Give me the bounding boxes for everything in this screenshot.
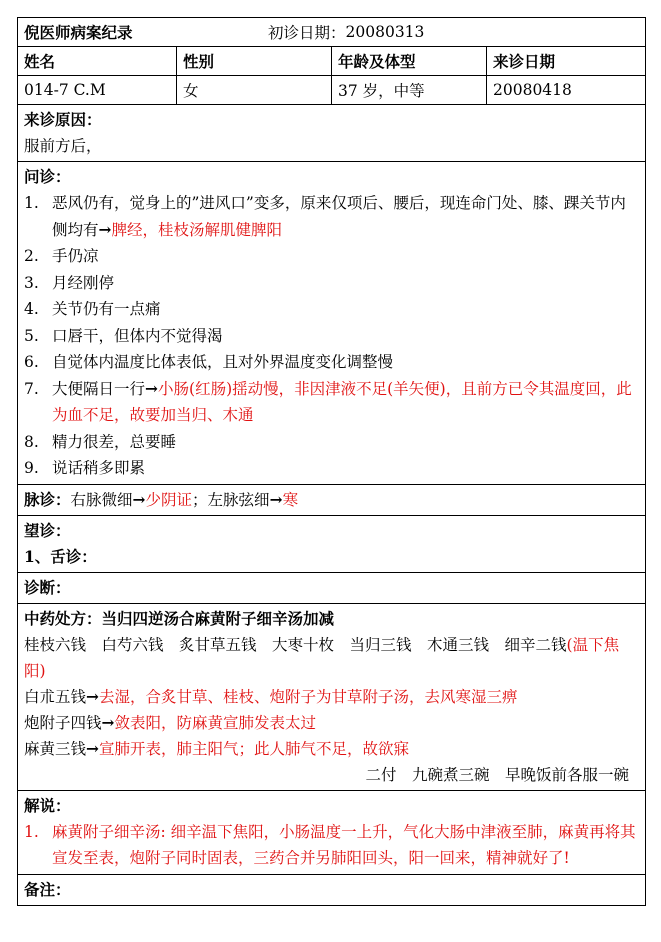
explanation-section <box>18 790 645 874</box>
list-item: 7. 大便隔日一行→小肠(红肠)揺动慢，非因津液不足(羊矢便)，且前方已令其温度回，此为血不足，故要加当归、木通 <box>24 378 632 424</box>
observation-label: 望诊： <box>24 520 71 540</box>
record-header <box>18 18 645 46</box>
herb-note-line: 炮附子四钱→敛表阳，防麻黄宣肺发表太过 <box>24 712 317 732</box>
observation-section <box>18 515 645 572</box>
arrow-right-icon: → <box>101 712 115 732</box>
pulse-section: 脉诊：右脉微细→少阴证；左脉弦细→寒 <box>18 484 645 515</box>
case-record-sheet <box>17 17 646 906</box>
age-label: 年龄及体型 <box>331 47 486 75</box>
name-label: 姓名 <box>24 52 56 71</box>
pulse-label: 脉诊： <box>24 489 71 509</box>
reason-label: 来诊原因： <box>24 110 102 129</box>
list-item: 5. 口唇干，但体内不觉得渴 <box>24 326 223 345</box>
inquiry-label: 问诊： <box>24 167 71 186</box>
tongue-label: 1、舌诊： <box>24 546 97 566</box>
prescription-title: 中药处方：当归四逆汤合麻黄附子细辛汤加减 <box>24 608 335 628</box>
visit-date-value: 20080418 <box>486 76 645 104</box>
first-visit-label: 初诊日期： <box>268 24 346 42</box>
list-item: 1. 麻黄附子细辛汤: 细辛温下焦阳，小肠温度一上升，气化大肠中津液至肺，麻黄再将其宣发至表，炮附子同时固表，三药合并另肺阳回头，阳一回来，精神就好了! <box>24 822 636 867</box>
list-item: 4. 关节仍有一点痛 <box>24 300 161 318</box>
herb-note-line: 麻黄三钱→宣肺开表，肺主阳气；此人肺气不足，故欲寐 <box>24 738 410 758</box>
arrow-right-icon: → <box>269 489 283 509</box>
patient-labels-row <box>18 46 645 75</box>
list-item: 3. 月经刚停 <box>24 273 115 292</box>
arrow-right-icon: → <box>145 378 159 398</box>
inquiry-list <box>24 190 639 482</box>
herb-note-line: 白朮五钱→去湿，合炙甘草、桂枝、炮附子为甘草附子汤，去风寒湿三痹 <box>24 686 518 706</box>
notes-label: 备注： <box>18 874 645 905</box>
inquiry-section <box>18 161 645 484</box>
list-item: 6. 自觉体内温度比体表低，且对外界温度变化调整慢 <box>24 353 394 371</box>
sex-label: 性别 <box>176 47 331 75</box>
list-item: 8. 精力很差，总要睡 <box>24 432 177 451</box>
arrow-right-icon: → <box>86 738 100 758</box>
list-item: 9. 说话稍多即累 <box>24 459 146 477</box>
visit-date-label: 来诊日期 <box>486 47 645 75</box>
explanation-label: 解说： <box>24 795 71 815</box>
explanation-list <box>24 819 639 872</box>
name-value: 014-7 C.M <box>24 81 106 99</box>
age-value: 37 岁，中等 <box>331 76 486 104</box>
dosage-line: 二付 九碗煮三碗 早晚饭前各服一碗 <box>365 765 629 784</box>
list-item: 2. 手仍凉 <box>24 247 99 265</box>
arrow-right-icon: → <box>132 489 146 509</box>
sex-value: 女 <box>176 76 331 104</box>
reason-section <box>18 104 645 161</box>
diagnosis-label: 诊断： <box>18 572 645 603</box>
prescription-section <box>18 603 645 790</box>
record-title: 倪医师病案纪录 <box>24 23 133 42</box>
herbs-line: 桂枝六钱 白芍六钱 炙甘草五钱 大枣十枚 当归三钱 木通三钱 细辛二钱(温下焦阳) <box>24 635 620 680</box>
first-visit-date: 20080313 <box>345 23 425 41</box>
arrow-right-icon: → <box>98 219 112 239</box>
arrow-right-icon: → <box>86 686 100 706</box>
list-item: 1. 恶风仍有，觉身上的”进风口”变多，原来仅项后、腰后，现连命门处、膝、踝关节内侧均有→脾经，桂枝汤解肌健脾阳 <box>24 194 626 239</box>
reason-text: 服前方后， <box>24 137 102 155</box>
patient-values-row <box>18 75 645 104</box>
